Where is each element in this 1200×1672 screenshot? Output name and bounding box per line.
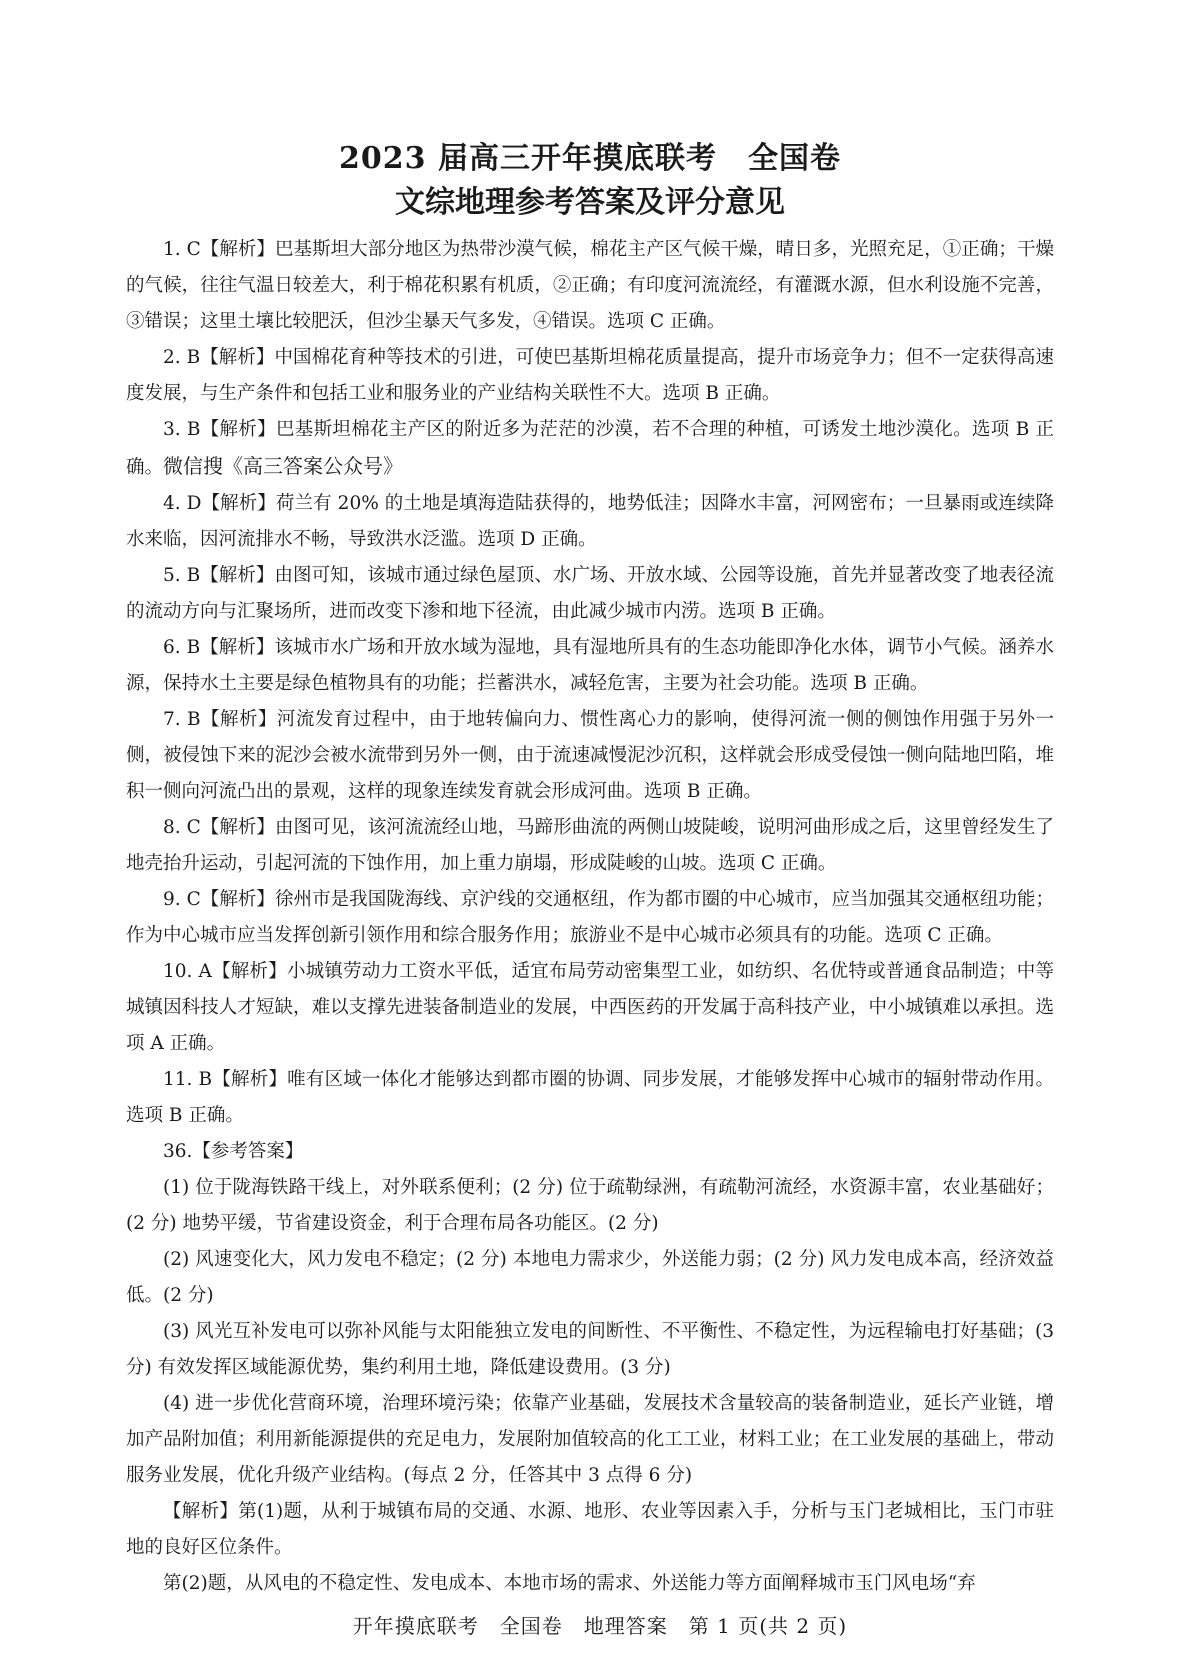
answer-q1: 1. C【解析】巴基斯坦大部分地区为热带沙漠气候，棉花主产区气候干燥，晴日多，光照充足，①正确；干燥的气候，往往气温日较差大，利于棉花积累有机质，②正确；有印度河流流经，有灌溉水源，但水利设施不完善，③错误；这里土壤比较肥沃，但沙尘暴天气多发，④错误。选项 C 正确。 <box>126 239 1054 332</box>
answer-q36-analysis-2: 第(2)题，从风电的不稳定性、发电成本、本地市场的需求、外送能力等方面阐释城市玉门风电场“弃 <box>163 1573 976 1594</box>
answer-q10: 10. A【解析】小城镇劳动力工资水平低，适宜布局劳动密集型工业，如纺织、名优特或普通食品制造；中等城镇因科技人才短缺，难以支撑先进装备制造业的发展，中西医药的开发属于高科技产业，中小城镇难以承担。选项 A 正确。 <box>126 961 1054 1054</box>
answer-q3 <box>126 412 1054 486</box>
answer-q2: 2. B【解析】中国棉花育种等技术的引进，可使巴基斯坦棉花质量提高，提升市场竞争力；但不一定获得高速度发展，与生产条件和包括工业和服务业的产业结构关联性不大。选项 B 正确。 <box>126 347 1054 404</box>
exam-title: 2023 届高三开年摸底联考 全国卷 <box>339 141 841 176</box>
answer-q36-part2: (2) 风速变化大，风力发电不稳定；(2 分) 本地电力需求少，外送能力弱；(2 分) 风力发电成本高，经济效益低。(2 分) <box>126 1249 1054 1306</box>
answer-q7: 7. B【解析】河流发育过程中，由于地转偏向力、惯性离心力的影响，使得河流一侧的侧蚀作用强于另外一侧，被侵蚀下来的泥沙会被水流带到另外一侧，由于流速减慢泥沙沉积，这样就会形成受侵蚀一侧向陆地凹陷，堆积一侧向河流凸出的景观，这样的现象连续发育就会形成河曲。选项 B 正确。 <box>126 709 1054 802</box>
watermark-text: 微信搜《高三答案公众号》 <box>163 454 404 478</box>
answer-q36-heading: 36.【参考答案】 <box>163 1141 304 1162</box>
answer-q36-analysis-1: 【解析】第(1)题，从利于城镇布局的交通、水源、地形、农业等因素入手，分析与玉门老城相比，玉门市驻地的良好区位条件。 <box>126 1501 1054 1558</box>
page-footer: 开年摸底联考 全国卷 地理答案 第 1 页(共 2 页) <box>352 1614 848 1638</box>
answer-q5: 5. B【解析】由图可知，该城市通过绿色屋顶、水广场、开放水域、公园等设施，首先并显著改变了地表径流的流动方向与汇聚场所，进而改变下渗和地下径流，由此减少城市内涝。选项 B 正确。 <box>126 565 1054 622</box>
answer-q36-part4: (4) 进一步优化营商环境，治理环境污染；依靠产业基础，发展技术含量较高的装备制造业，延长产业链，增加产品附加值；利用新能源提供的充足电力，发展附加值较高的化工工业，材料工业；在工业发展的基础上，带动服务业发展，优化升级产业结构。(每点 2 分，任答其中 3 点得 6 分) <box>126 1393 1054 1486</box>
answer-q36-part3: (3) 风光互补发电可以弥补风能与太阳能独立发电的间断性、不平衡性、不稳定性，为远程输电打好基础；(3 分) 有效发挥区域能源优势，集约利用土地，降低建设费用。(3 分) <box>126 1321 1054 1378</box>
answer-q4: 4. D【解析】荷兰有 20% 的土地是填海造陆获得的，地势低洼；因降水丰富，河网密布；一旦暴雨或连续降水来临，因河流排水不畅，导致洪水泛滥。选项 D 正确。 <box>126 493 1054 550</box>
answer-q11: 11. B【解析】唯有区域一体化才能够达到都市圈的协调、同步发展，才能够发挥中心城市的辐射带动作用。选项 B 正确。 <box>126 1069 1054 1126</box>
answer-q8: 8. C【解析】由图可见，该河流流经山地，马蹄形曲流的两侧山坡陡峻，说明河曲形成之后，这里曾经发生了地壳抬升运动，引起河流的下蚀作用，加上重力崩塌，形成陡峻的山坡。选项 C 正确。 <box>126 817 1054 874</box>
answer-q36-part1: (1) 位于陇海铁路干线上，对外联系便利；(2 分) 位于疏勒绿洲，有疏勒河流经，水资源丰富，农业基础好；(2 分) 地势平缓，节省建设资金，利于合理布局各功能区。(2 分) <box>126 1177 1054 1234</box>
answer-q3-text: 3. B【解析】巴基斯坦棉花主产区的附近多为茫茫的沙漠，若不合理的种植，可诱发土地沙漠化。选项 B 正确。 <box>126 419 1054 478</box>
answer-sheet-page <box>126 138 1054 1602</box>
document-subtitle: 文综地理参考答案及评分意见 <box>395 185 785 220</box>
answer-q9: 9. C【解析】徐州市是我国陇海线、京沪线的交通枢纽，作为都市圈的中心城市，应当加强其交通枢纽功能；作为中心城市应当发挥创新引领作用和综合服务作用；旅游业不是中心城市必须具有的功能。选项 C 正确。 <box>126 889 1054 946</box>
answer-q6: 6. B【解析】该城市水广场和开放水域为湿地，具有湿地所具有的生态功能即净化水体，调节小气候。涵养水源，保持水土主要是绿色植物具有的功能；拦蓄洪水，减轻危害，主要为社会功能。选项 B 正确。 <box>126 637 1054 694</box>
